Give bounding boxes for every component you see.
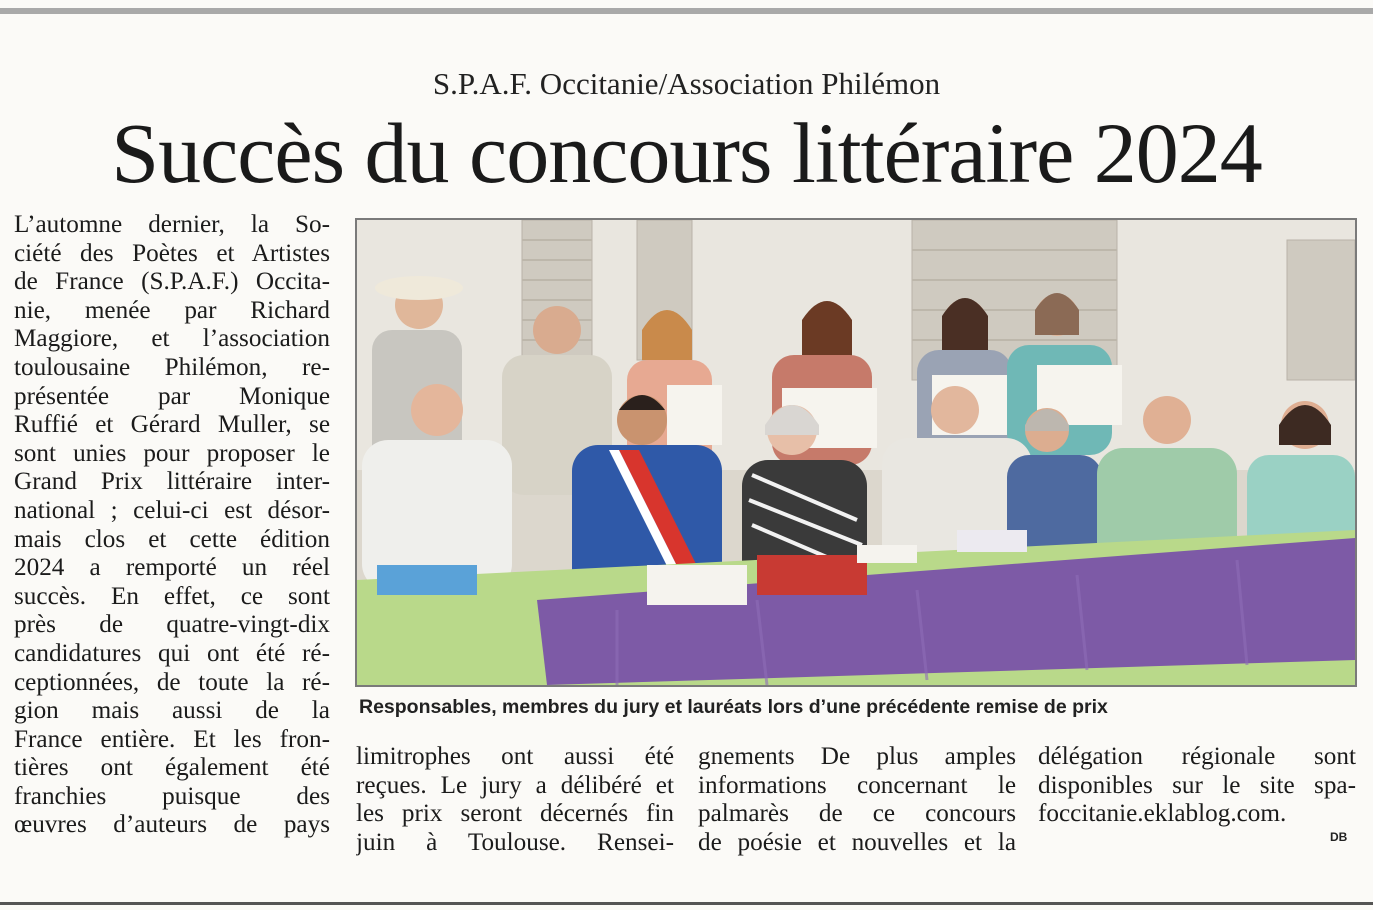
text-line: œuvres d’auteurs de pays: [14, 811, 330, 839]
article-column-4: [1038, 743, 1356, 829]
text-line: près de quatre-vingt-dix: [14, 611, 330, 639]
photo-caption: Responsables, membres du jury et lauréats lors d’une précédente remise de prix: [359, 696, 1108, 718]
text-line: national ; celui-ci est désor-: [14, 496, 330, 524]
text-line: de France (S.P.A.F.) Occita-: [14, 268, 330, 296]
text-line: ciété des Poètes et Artistes: [14, 239, 330, 267]
article-headline: Succès du concours littéraire 2024: [111, 105, 1262, 201]
text-line: informations concernant le: [698, 771, 1016, 799]
text-line: gion mais aussi de la: [14, 697, 330, 725]
text-line: délégation régionale sont: [1038, 743, 1356, 770]
text-line: nie, menée par Richard: [14, 296, 330, 324]
text-line: sont unies pour proposer le: [14, 439, 330, 467]
text-line: tières ont également été: [14, 754, 330, 782]
text-line: succès. En effet, ce sont: [14, 582, 330, 610]
text-line: franchies puisque des: [14, 782, 330, 810]
text-line: foccitanie.eklablog.com.: [1038, 800, 1287, 828]
text-line: juin à Toulouse. Rensei-: [356, 828, 674, 856]
article-column-2: [356, 743, 674, 857]
article-photo: [355, 218, 1357, 687]
text-line: Ruffié et Gérard Muller, se: [14, 411, 330, 439]
text-line: 2024 a remporté un réel: [14, 554, 330, 582]
text-line: de poésie et nouvelles et la: [698, 828, 1016, 856]
top-rule: [0, 8, 1373, 14]
text-line: France entière. Et les fron-: [14, 725, 330, 753]
text-line: gnements De plus amples: [698, 743, 1016, 770]
text-line: palmarès de ce concours: [698, 800, 1016, 828]
text-line: présentée par Monique: [14, 382, 330, 410]
text-line: toulousaine Philémon, re-: [14, 353, 330, 381]
text-line: mais clos et cette édition: [14, 525, 330, 553]
text-line: les prix seront décernés fin: [356, 800, 674, 828]
text-line: L’automne dernier, la So-: [14, 211, 330, 238]
text-line: limitrophes ont aussi été: [356, 743, 674, 770]
text-line: Grand Prix littéraire inter-: [14, 468, 330, 496]
text-line: candidatures qui ont été ré-: [14, 639, 330, 667]
author-signature: DB: [1330, 830, 1348, 844]
text-line: reçues. Le jury a délibéré et: [356, 771, 674, 799]
text-line: ceptionnées, de toute la ré-: [14, 668, 330, 696]
article-column-3: [698, 743, 1016, 857]
text-line: disponibles sur le site spa-: [1038, 771, 1356, 799]
article-kicker: S.P.A.F. Occitanie/Association Philémon: [432, 66, 941, 101]
article-column-left: [14, 211, 330, 840]
text-line: Maggiore, et l’association: [14, 325, 330, 353]
bottom-rule: [0, 902, 1373, 905]
